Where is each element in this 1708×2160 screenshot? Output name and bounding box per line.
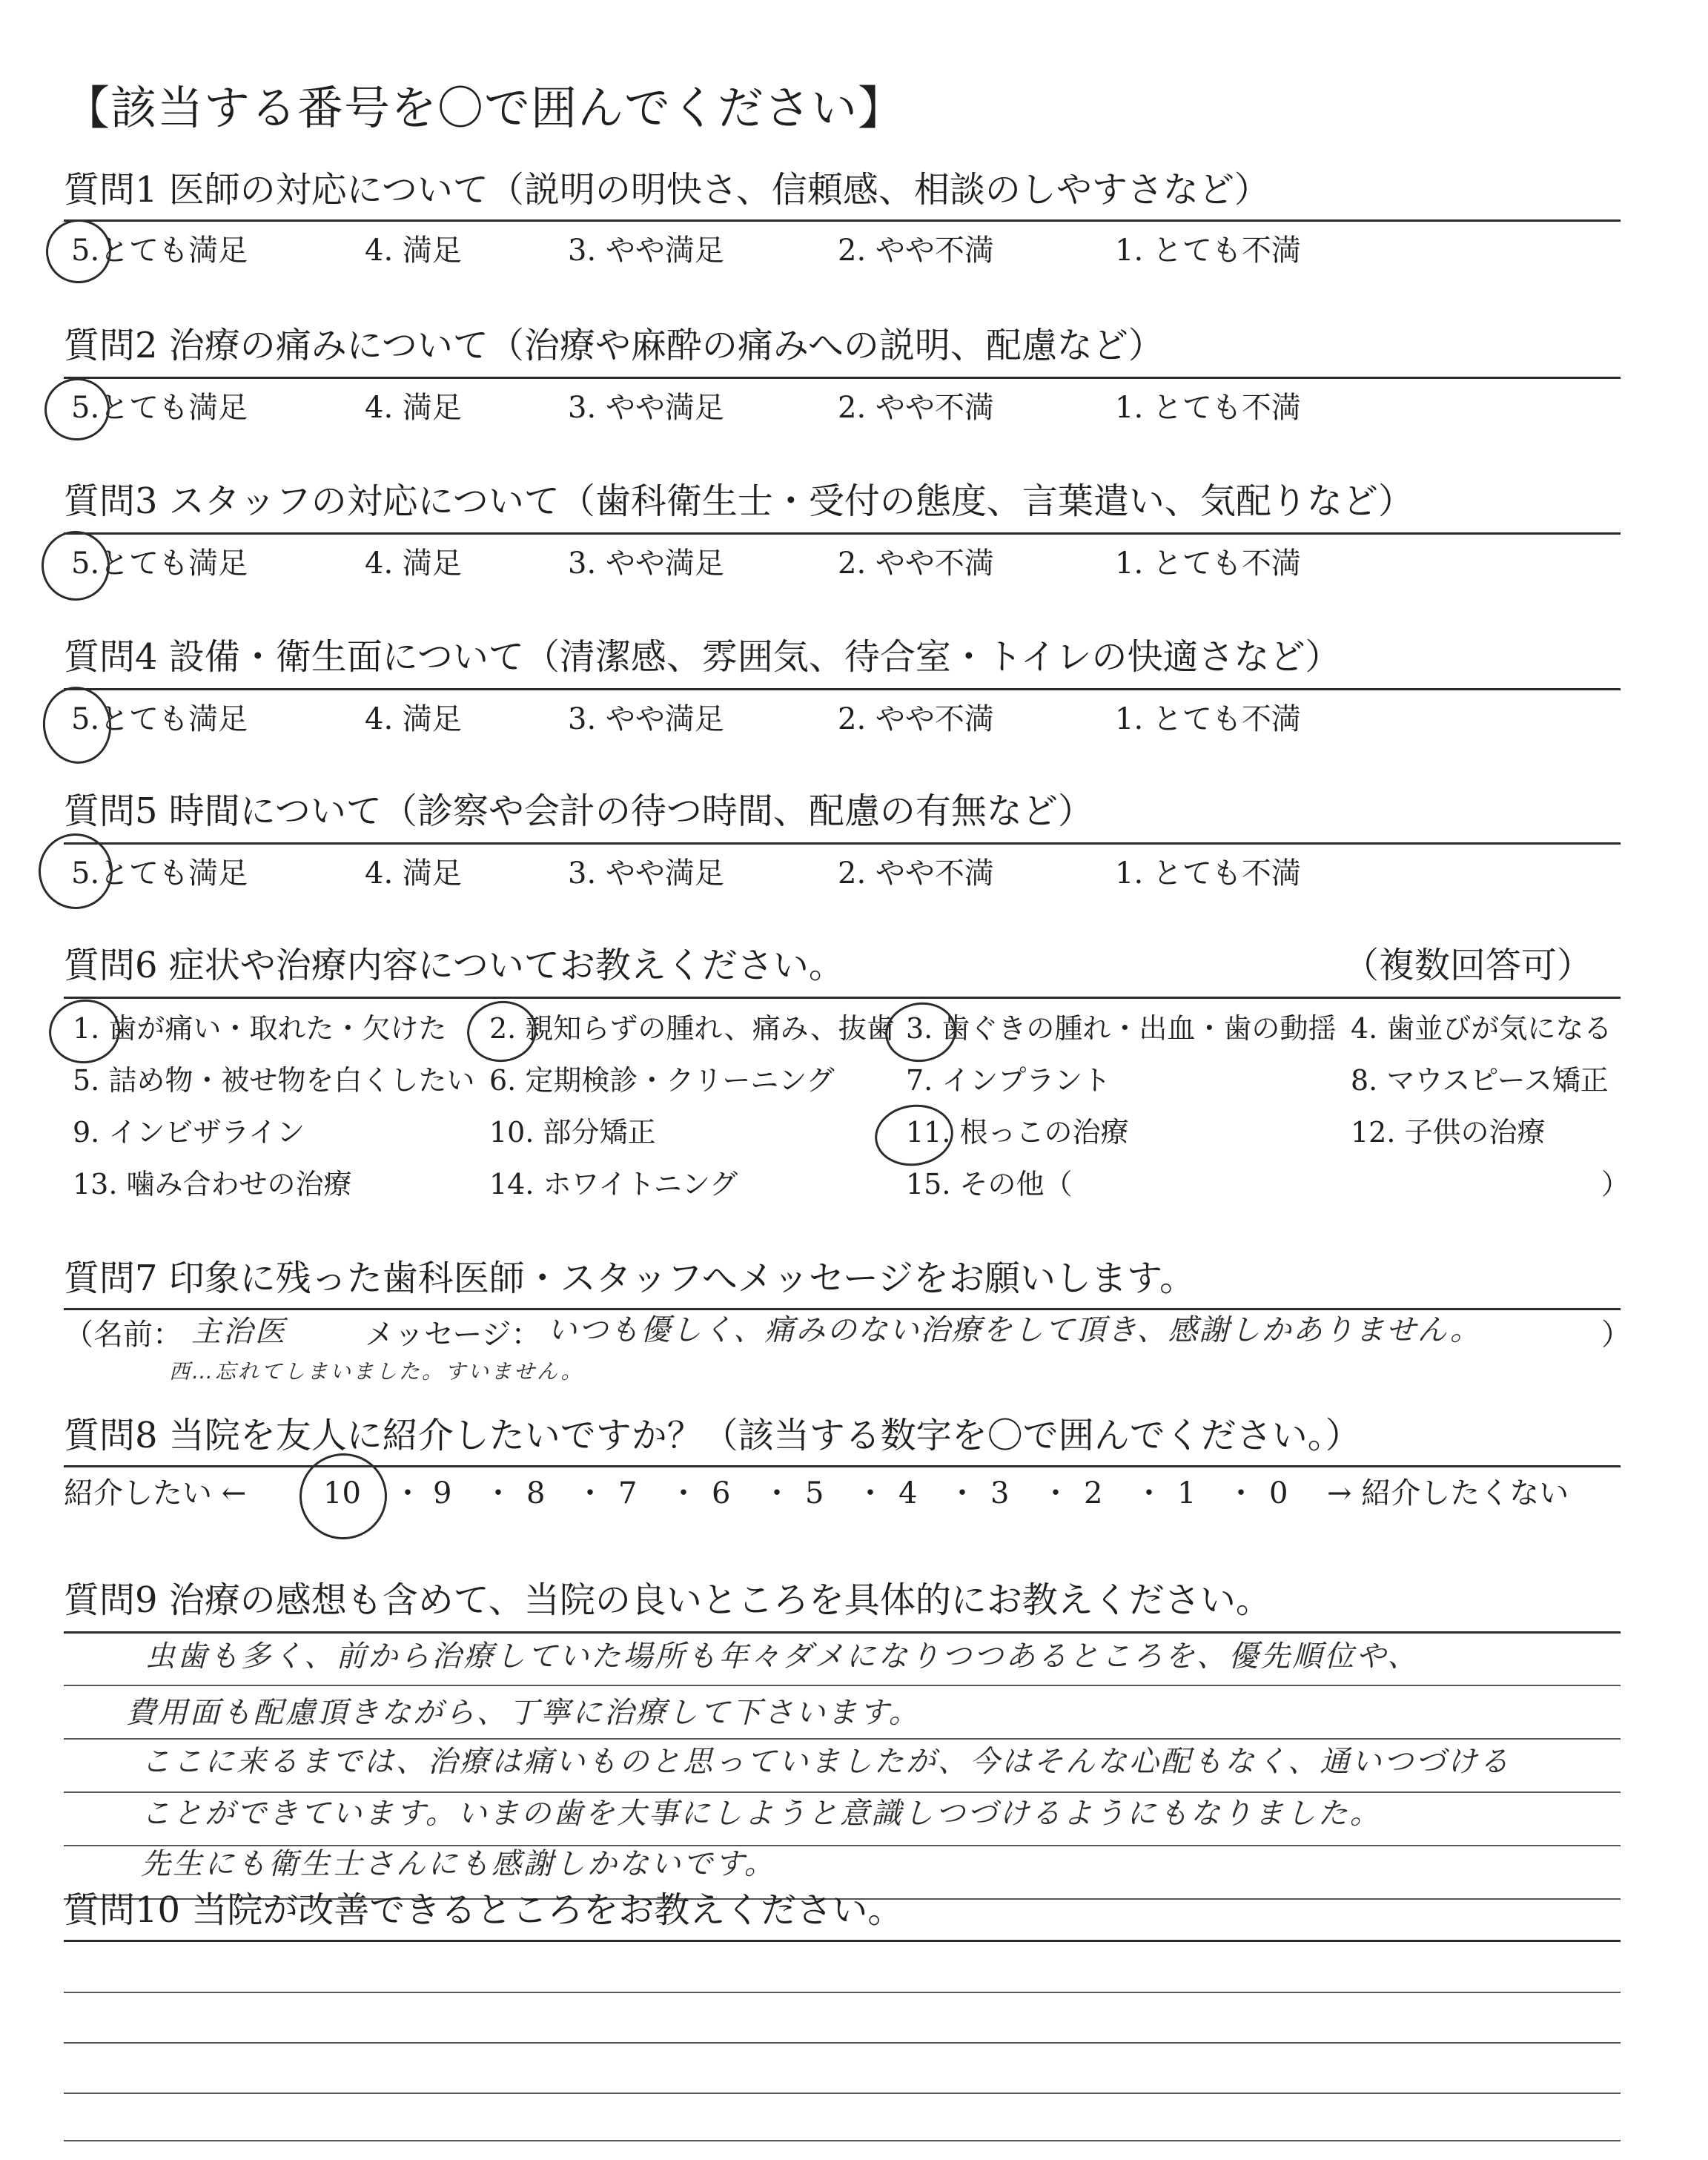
q8-label: 質問8 当院を友人に紹介したいですか？（該当する数字を〇で囲んでください。） <box>64 1415 1361 1456</box>
q1-choice-3[interactable]: 3. やや満足 <box>568 234 724 268</box>
q8-scale-2[interactable]: 2 <box>1084 1476 1103 1510</box>
q2-choice-2[interactable]: 2. やや不満 <box>838 391 994 425</box>
q10-label: 質問10 当院が改善できるところをお教えください。 <box>64 1889 904 1931</box>
q8-scale-dot: ・ <box>393 1476 423 1510</box>
q3-choice-5[interactable]: 5.とても満足 <box>71 546 248 581</box>
q3-choice-4[interactable]: 4. 満足 <box>365 546 462 581</box>
q7-message-value[interactable]: いつも優しく、痛みのない治療をして頂き、感謝しかありません。 <box>547 1313 1481 1347</box>
q8-scale-dot: ・ <box>483 1476 513 1510</box>
q6-label: 質問6 症状や治療内容についてお教えください。 <box>64 945 844 986</box>
q9-answer-line-1[interactable]: 虫歯も多く、前から治療していた場所も年々ダメになりつつあるところを、優先順位や、 <box>145 1639 1420 1674</box>
q6-item-1[interactable]: 1. 歯が痛い・取れた・欠けた <box>73 1012 447 1045</box>
q6-item-5[interactable]: 5. 詰め物・被せ物を白くしたい <box>73 1064 475 1097</box>
q7-note: 西…忘れてしまいました。すいません。 <box>169 1359 584 1384</box>
q7-name-value[interactable]: 主治医 <box>191 1315 287 1349</box>
q8-scale-dot: ・ <box>1041 1476 1070 1510</box>
q9-answer-line <box>64 1791 1621 1793</box>
q9-answer-line-2[interactable]: 費用面も配慮頂きながら、丁寧に治療して下さいます。 <box>126 1696 921 1730</box>
q6-item-12[interactable]: 12. 子供の治療 <box>1351 1116 1546 1149</box>
q6-item-2[interactable]: 2. 親知らずの腫れ、痛み、抜歯 <box>489 1012 895 1045</box>
q10-answer-line[interactable] <box>64 2042 1621 2044</box>
q8-scale-1[interactable]: 1 <box>1177 1476 1196 1510</box>
q10-answer-line[interactable] <box>64 2140 1621 2141</box>
q1-label: 質問1 医師の対応について（説明の明快さ、信頼感、相談のしやすさなど） <box>64 169 1270 211</box>
q6-circle-11 <box>871 1100 957 1171</box>
q4-choice-5[interactable]: 5.とても満足 <box>71 702 248 736</box>
q9-answer-line-3[interactable]: ここに来るまでは、治療は痛いものと思っていましたが、今はそんな心配もなく、通いつづける <box>141 1745 1512 1779</box>
q1-choice-4[interactable]: 4. 満足 <box>365 234 462 268</box>
q3-choice-2[interactable]: 2. やや不満 <box>838 546 994 581</box>
q2-choice-1[interactable]: 1. とても不満 <box>1115 391 1301 425</box>
q3-choices <box>0 546 1708 586</box>
q6-item-13[interactable]: 13. 噛み合わせの治療 <box>73 1168 352 1200</box>
q6-circle-2 <box>463 997 540 1066</box>
q8-scale-0[interactable]: 0 <box>1269 1476 1288 1510</box>
q5-divider <box>64 842 1621 845</box>
q9-answer-line-4[interactable]: ことができています。いまの歯を大事にしようと意識しつづけるようにもなりました。 <box>141 1797 1382 1831</box>
q5-choice-3[interactable]: 3. やや満足 <box>568 856 724 891</box>
q4-choice-4[interactable]: 4. 満足 <box>365 702 462 736</box>
q6-item-11[interactable]: 11. 根っこの治療 <box>906 1116 1129 1149</box>
q6-item-9[interactable]: 9. インビザライン <box>73 1116 305 1149</box>
q8-scale-10[interactable]: 10 <box>323 1476 361 1510</box>
q9-answer-line-5[interactable]: 先生にも衛生士さんにも感謝しかないです。 <box>141 1847 776 1881</box>
q1-divider <box>64 219 1621 222</box>
q8-scale-dot: ・ <box>855 1476 885 1510</box>
q1-choices <box>0 236 1708 273</box>
q4-answer-circle <box>38 682 116 768</box>
q3-choice-3[interactable]: 3. やや満足 <box>568 546 724 581</box>
q2-choice-3[interactable]: 3. やや満足 <box>568 391 724 425</box>
q4-divider <box>64 688 1621 690</box>
q4-choice-3[interactable]: 3. やや満足 <box>568 702 724 736</box>
q2-choice-4[interactable]: 4. 満足 <box>365 391 462 425</box>
q8-scale-dot: ・ <box>575 1476 605 1510</box>
q6-item-3[interactable]: 3. 歯ぐきの腫れ・出血・歯の動揺 <box>906 1012 1337 1045</box>
q3-label: 質問3 スタッフの対応について（歯科衛生士・受付の態度、言葉遣い、気配りなど） <box>64 480 1414 522</box>
q6-item-8[interactable]: 8. マウスピース矯正 <box>1351 1064 1609 1097</box>
q6-item-7[interactable]: 7. インプラント <box>906 1064 1111 1097</box>
q1-choice-2[interactable]: 2. やや不満 <box>838 234 994 268</box>
q4-label: 質問4 設備・衛生面について（清潔感、雰囲気、待合室・トイレの快適さなど） <box>64 636 1341 678</box>
q9-answer-line <box>64 1845 1621 1846</box>
q8-scale-8[interactable]: 8 <box>526 1476 546 1510</box>
q6-divider <box>64 997 1621 999</box>
q8-divider <box>64 1465 1621 1467</box>
q6-item-4[interactable]: 4. 歯並びが気になる <box>1351 1012 1612 1045</box>
q5-choice-5[interactable]: 5.とても満足 <box>71 856 248 891</box>
q8-scale-9[interactable]: 9 <box>433 1476 452 1510</box>
q8-scale-dot: ・ <box>669 1476 698 1510</box>
q6-item-15-close: ） <box>1601 1168 1630 1200</box>
q2-choices <box>0 393 1708 430</box>
q6-item-6[interactable]: 6. 定期検診・クリーニング <box>489 1064 835 1097</box>
q2-choice-5[interactable]: 5.とても満足 <box>71 391 248 425</box>
q9-answer-line <box>64 1685 1621 1686</box>
q8-scale-dot: ・ <box>1134 1476 1164 1510</box>
q6-circle-3 <box>881 998 960 1067</box>
q1-choice-1[interactable]: 1. とても不満 <box>1115 234 1301 268</box>
q7-close-paren: ） <box>1601 1318 1631 1352</box>
q2-label: 質問2 治療の痛みについて（治療や麻酔の痛みへの説明、配慮など） <box>64 325 1164 366</box>
q6-circle-1 <box>44 995 124 1069</box>
q6-item-10[interactable]: 10. 部分矯正 <box>489 1116 656 1149</box>
survey-title: 【該当する番号を〇で囲んでください】 <box>64 81 905 135</box>
q10-divider <box>64 1940 1621 1942</box>
q3-divider <box>64 532 1621 535</box>
q6-item-15[interactable]: 15. その他（ <box>906 1168 1073 1200</box>
q8-scale-5[interactable]: 5 <box>805 1476 824 1510</box>
q10-answer-line[interactable] <box>64 2093 1621 2094</box>
q1-choice-5[interactable]: 5.とても満足 <box>71 234 248 268</box>
q5-label: 質問5 時間について（診察や会計の待つ時間、配慮の有無など） <box>64 790 1093 832</box>
q6-item-14[interactable]: 14. ホワイトニング <box>489 1168 738 1200</box>
q5-choice-1[interactable]: 1. とても不満 <box>1115 856 1301 891</box>
q3-answer-circle <box>37 526 114 605</box>
q8-scale-7[interactable]: 7 <box>618 1476 638 1510</box>
q2-divider <box>64 377 1621 379</box>
q9-divider <box>64 1631 1621 1634</box>
q7-divider <box>64 1308 1621 1310</box>
q8-left-label: 紹介したい ← <box>64 1476 247 1510</box>
q8-scale-3[interactable]: 3 <box>990 1476 1010 1510</box>
q7-label: 質問7 印象に残った歯科医師・スタッフへメッセージをお願いします。 <box>64 1258 1196 1299</box>
q8-scale-dot: ・ <box>762 1476 792 1510</box>
q4-choice-2[interactable]: 2. やや不満 <box>838 702 994 736</box>
q2-answer-circle <box>41 374 114 444</box>
q3-choice-1[interactable]: 1. とても不満 <box>1115 546 1301 581</box>
q6-multiple-note: （複数回答可） <box>1343 945 1593 986</box>
q8-scale-6[interactable]: 6 <box>712 1476 731 1510</box>
q5-answer-circle <box>33 829 117 914</box>
q9-answer-line <box>64 1738 1621 1740</box>
q8-scale-4[interactable]: 4 <box>898 1476 918 1510</box>
q7-message-prefix: メッセージ： <box>365 1318 541 1352</box>
q9-label: 質問9 治療の感想も含めて、当院の良いところを具体的にお教えください。 <box>64 1579 1271 1621</box>
q8-scale-dot: ・ <box>947 1476 977 1510</box>
q1-answer-circle <box>42 215 115 287</box>
q8-right-label: → 紹介したくない <box>1327 1476 1569 1510</box>
q4-choices <box>0 704 1708 742</box>
q8-answer-circle <box>294 1447 393 1545</box>
q7-name-prefix: （名前： <box>64 1318 182 1352</box>
q5-choices <box>0 856 1708 896</box>
q5-choice-2[interactable]: 2. やや不満 <box>838 856 994 891</box>
q10-answer-line[interactable] <box>64 1992 1621 1993</box>
q4-choice-1[interactable]: 1. とても不満 <box>1115 702 1301 736</box>
q8-scale-dot: ・ <box>1226 1476 1256 1510</box>
q5-choice-4[interactable]: 4. 満足 <box>365 856 462 891</box>
